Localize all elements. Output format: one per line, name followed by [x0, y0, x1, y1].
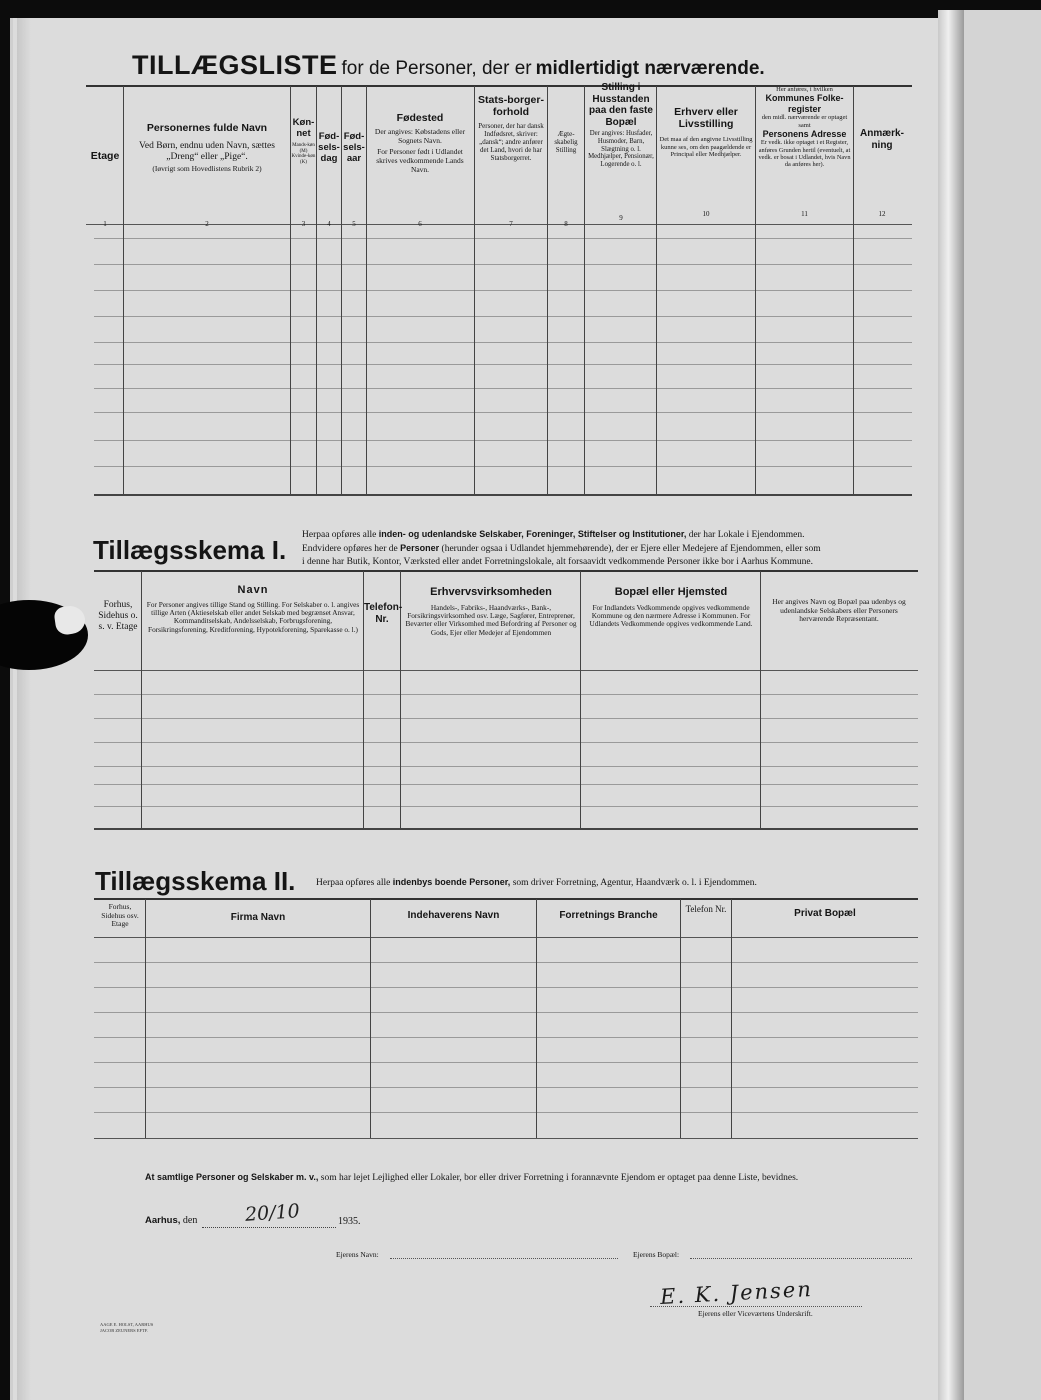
owner-name-line	[390, 1258, 618, 1259]
owner-signature: E. K. Jensen	[659, 1277, 814, 1309]
owner-address-line	[690, 1258, 912, 1259]
owner-name-label: Ejerens Navn:	[336, 1250, 379, 1259]
col-num-3: 3	[301, 220, 306, 228]
col-header-statsborger: Stats-borger-forhold Personer, der har dansk Indfødsret, skriver: „dansk“; andre anfører det Land, hvori de har Statsborgerret.	[478, 94, 544, 163]
col-num-5: 5	[352, 220, 356, 228]
col-header-aegteskab: Ægte-skabelig Stilling	[554, 130, 578, 155]
col-header-fodselsdag: Fød-sels-dag	[318, 131, 340, 164]
col-num-10: 10	[702, 210, 710, 218]
handwritten-date: 20/10	[244, 1200, 301, 1226]
schema1-description: Herpaa opføres alle inden- og udenlandske Selskaber, Foreninger, Stiftelser og Institutioner, der har Lokale i Ejendommen. Endvidere opføres her de Personer (herunder ogsaa i Udlandet hjemmehørende), der er Ejere eller Medejere af Ejendommen, eller som i denne har Butik, Kontor, Værksted eller andet Forretningslokale, alt forsaavidt vedkommende Personer ikke bor i Aarhus Kommune.	[302, 529, 821, 568]
printer-imprint: AAGE E. HOLST, AARHUS JACOB ZEUNERS EFTF.	[100, 1322, 154, 1334]
list-title-text: for de Personer, der er	[341, 58, 532, 79]
schema2-title: Tillægsskema II.	[95, 866, 296, 896]
schema2-col-telefon: Telefon Nr.	[685, 904, 727, 914]
col-num-7: 7	[509, 220, 513, 228]
owner-address-label: Ejerens Bopæl:	[633, 1250, 680, 1259]
list-title-main: TILLÆGSLISTE	[132, 50, 338, 80]
signature-line	[650, 1306, 862, 1307]
schema2-col-branche: Forretnings Branche	[559, 910, 658, 921]
signature-label: Ejerens eller Viceværtens Underskrift.	[698, 1309, 813, 1318]
schema1-col-etage: Forhus, Sidehus o. s. v. Etage	[98, 600, 138, 632]
den-label: den	[182, 1215, 198, 1226]
col-header-fodselsaar: Fød-sels-aar	[343, 131, 365, 164]
date-dotted-line	[202, 1227, 336, 1228]
schema1-title: Tillægsskema I.	[93, 535, 287, 565]
col-header-anmaerkning: Anmærk-ning	[860, 128, 904, 151]
col-num-1: 1	[103, 220, 107, 228]
schema1-col-erhverv: Erhvervsvirksomheden Handels-, Fabriks-, Haandværks-, Bank-, Forsikringsvirksomhed osv. Læge, Sagfører, Entreprenør, Beværter eller Virksomhed med Befordring af Personer og Gods, Ejer eller Medejer af Ejendommen	[405, 586, 577, 637]
schema1-col-navn: Navn For Personer angives tillige Stand og Stilling. For Selskaber o. l. angives tillige Arten (Aktieselskab eller andet Selskab med begrænset Ansvar, Kommanditselskab, Andelsselskab, Forbrugsforening, Forsikringsforening, Kreditforening, Hypotekforening, Sparekasse o. l.)	[146, 584, 360, 634]
col-num-12: 12	[878, 210, 886, 218]
col-header-erhverv: Erhverv eller Livsstilling Det maa af den angivne Livsstilling kunne ses, om den paagældende er Principal eller Medhjælper.	[659, 106, 753, 159]
col-num-4: 4	[327, 220, 331, 228]
schema2-col-etage: Forhus, Sidehus osv. Etage	[101, 902, 139, 929]
year-label: 1935.	[338, 1216, 361, 1227]
schema2-description: Herpaa opføres alle indenbys boende Personer, som driver Forretning, Agentur, Haandværk o. l. i Ejendommen.	[316, 877, 757, 888]
list-title-bold: midlertidigt nærværende.	[535, 58, 765, 79]
schema1-col-telefon: Telefon-Nr.	[364, 602, 403, 625]
col-header-folkeregister: Her anføres, i hvilken Kommunes Folke-register den midl. nærværende er optaget samt Personens Adresse Er vedk. ikke optaget i et Register, anføres Grunden hertil (eventuelt, at vedk. er bosat i Udlandet, hvis Navn da anføres her).	[758, 86, 851, 169]
col-header-etage: Etage	[90, 150, 120, 162]
col-header-kon: Køn-net Mands-køn (M) Kvinde-køn (K)	[291, 117, 316, 166]
schema2-col-indehaver: Indehaverens Navn	[407, 910, 500, 921]
schema1-col-repraesentant: Her angives Navn og Bopæl paa udenbys og udenlandske Selskabers eller Personers herværende Repræsentant.	[772, 597, 906, 624]
col-num-6: 6	[418, 220, 422, 228]
place-label: Aarhus,	[145, 1215, 181, 1226]
col-header-stilling: Stilling i Husstanden paa den faste Bopæl Der angives: Husfader, Husmoder, Barn, Slægtning o. l. Medhjælper, Pensionær, Logerende o. l.	[588, 82, 654, 169]
schema2-col-bopael: Privat Bopæl	[794, 908, 856, 919]
col-header-fodested: Fødested Der angives: Købstadens eller Sognets Navn. For Personer født i Udlandet skrives vedkommende Lands Navn.	[374, 112, 466, 174]
attestation-text: At samtlige Personer og Selskaber m. v., som har lejet Lejlighed eller Lokaler, bor eller driver Forretning i forannævnte Ejendom er optaget paa denne Liste, bevidnes.	[145, 1172, 799, 1183]
schema1-col-bopael: Bopæl eller Hjemsted For Indlandets Vedkommende opgives vedkommende Kommune og den nærmere Adresse i Kommunen. For Udlandets Vedkommende opgives vedkommende Land.	[589, 586, 753, 629]
col-num-9: 9	[619, 214, 623, 222]
schema2-col-firma: Firma Navn	[230, 912, 286, 923]
col-num-8: 8	[564, 220, 568, 228]
col-header-navn: Personernes fulde Navn Ved Børn, endnu uden Navn, sættes „Dreng“ eller „Pige“. (Iøvrigt som Hovedlistens Rubrik 2)	[139, 122, 275, 173]
col-num-11: 11	[801, 210, 808, 218]
col-num-2: 2	[205, 220, 209, 228]
